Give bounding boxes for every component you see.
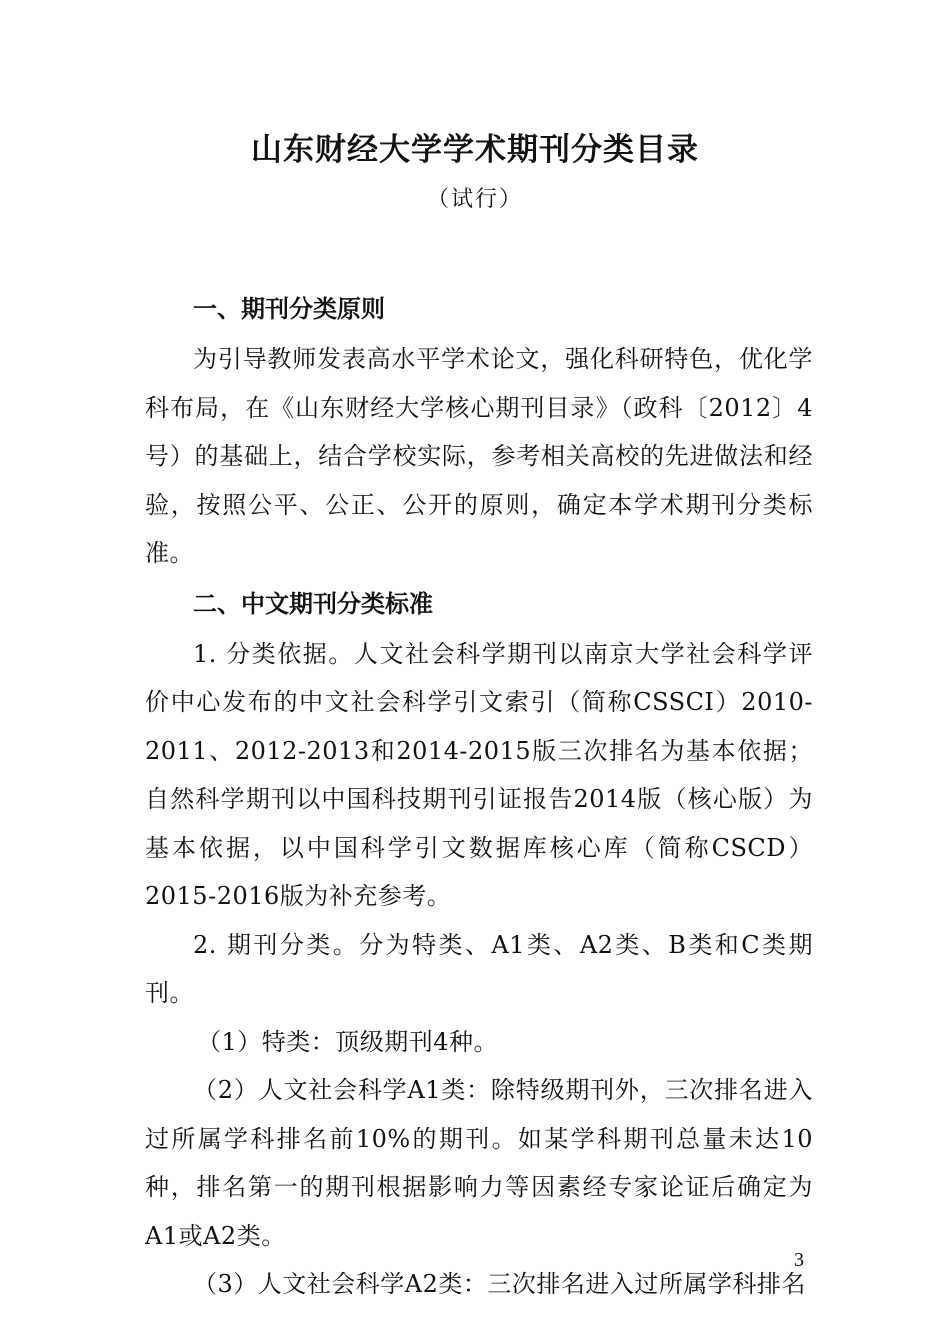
paragraph-a2-class: （3）人文社会科学A2类：三次排名进入过所属学科排名 (193, 1270, 806, 1298)
paragraph-a1-class: （2）人文社会科学A1类：除特级期刊外，三次排名进入过所属学科排名前10%的期刊。如某学科期刊总量未达10种，排名第一的期刊根据影响力等因素经专家论证后确定为A1或A2类。 (145, 1076, 813, 1250)
paragraph-principles: 为引导教师发表高水平学术论文，强化科研特色，优化学科布局，在《山东财经大学核心期刊目录》（政科〔2012〕4号）的基础上，结合学校实际，参考相关高校的先进做法和经验，按照公平、公正、公开的原则，确定本学术期刊分类标准。 (145, 345, 813, 567)
paragraph-journal-classification: 2. 期刊分类。分为特类、A1类、A2类、B类和C类期刊。 (145, 930, 813, 1007)
paragraph-classification-basis: 1. 分类依据。人文社会科学期刊以南京大学社会科学评价中心发布的中文社会科学引文索引（简称CSSCI）2010-2011、2012-2013和2014-2015版三次排名为基本依据；自然科学期刊以中国科技期刊引证报告2014版（核心版）为基本依据，以中国科学引文数据库核心库（简称CSCD）2015-2016版为补充参考。 (145, 639, 813, 910)
section-heading-chinese-standards: 二、中文期刊分类标准 (193, 589, 433, 618)
paragraph-special-class: （1）特类：顶级期刊4种。 (197, 1027, 499, 1056)
document-title: 山东财经大学学术期刊分类目录 (251, 132, 699, 168)
section-heading-principles: 一、期刊分类原则 (193, 295, 385, 323)
document-subtitle: （试行） (426, 187, 523, 212)
page-number: 3 (794, 1249, 804, 1271)
document-body (145, 283, 813, 1309)
